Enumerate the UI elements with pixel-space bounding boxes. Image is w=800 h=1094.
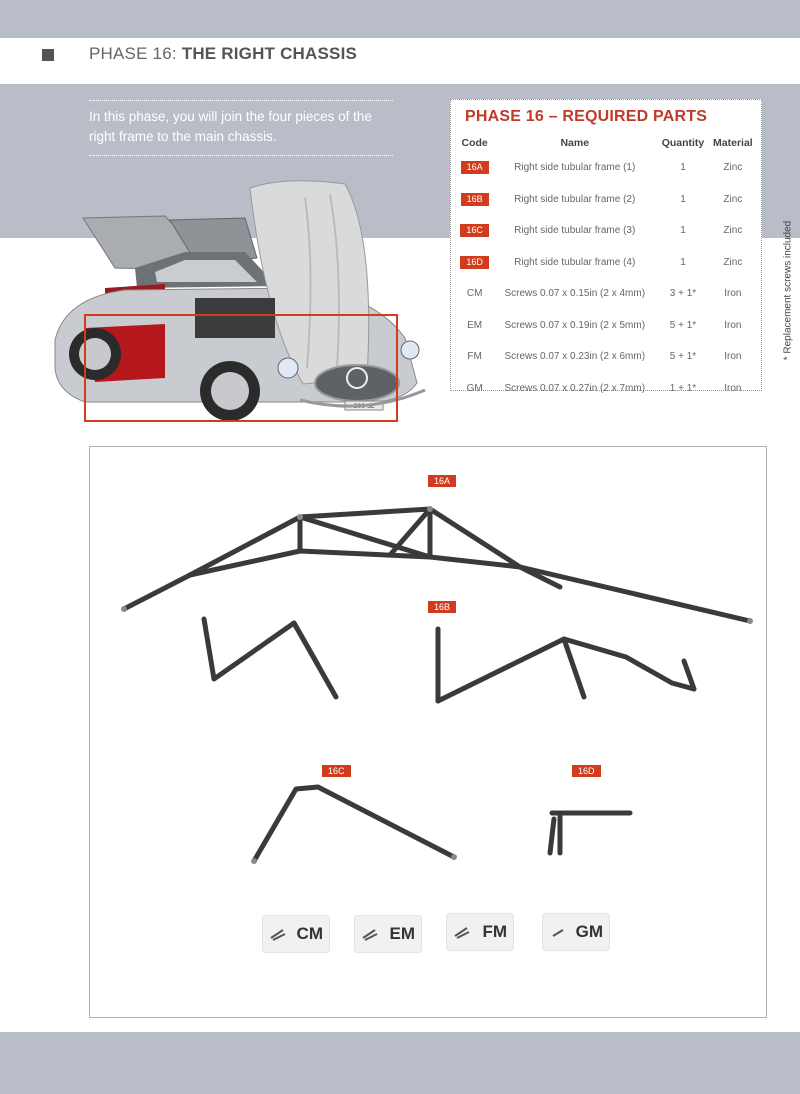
label-16a: 16A [428,475,456,487]
frame-16d-icon [550,813,630,853]
top-band [0,0,800,38]
part-code-badge: 16A [461,161,489,174]
part-material: Zinc [723,193,743,205]
part-name: Right side tubular frame (4) [514,256,636,268]
part-quantity: 5 + 1* [669,351,697,363]
part-code-badge: 16B [461,193,489,206]
screws-icon [361,926,381,942]
part-code [457,184,492,216]
screws-icon [549,924,569,940]
part-code: CM [466,288,483,300]
part-quantity: 3 + 1* [669,288,697,300]
col-name: Name [560,137,590,149]
part-code-badge: 16D [460,256,489,269]
part-quantity: 1 [680,225,686,237]
parts-row [457,278,757,310]
screw-bag-cm [262,915,330,953]
part-name: Screws 0.07 x 0.27in (2 x 7mm) [504,382,646,394]
required-parts-box [450,99,762,394]
part-material: Iron [724,351,742,363]
parts-row [457,373,757,405]
parts-row [457,152,757,184]
bottom-band [0,1032,800,1094]
parts-row [457,310,757,342]
footnote-text: * Replacement screws included [782,220,794,361]
part-code: GM [466,382,483,394]
part-quantity: 1 [680,193,686,205]
screw-bag-gm [542,913,610,951]
part-name: Screws 0.07 x 0.15in (2 x 4mm) [504,288,646,300]
parts-row [457,184,757,216]
col-code: Code [461,137,488,149]
part-material: Zinc [723,256,743,268]
license-plate: 300 SL [353,403,375,410]
bag-label-cm: CM [296,924,323,943]
frame-16a-icon [124,509,750,621]
part-material: Iron [724,382,742,394]
part-material: Iron [724,319,742,331]
frame-16b-icon [204,619,694,701]
part-name: Screws 0.07 x 0.23in (2 x 6mm) [504,351,646,363]
phase-label: PHASE 16: [89,44,177,63]
part-material: Zinc [723,162,743,174]
bag-label-fm: FM [482,922,507,941]
parts-photo-panel [89,446,767,1018]
footnote [768,205,794,385]
part-name: Screws 0.07 x 0.19in (2 x 5mm) [504,319,646,331]
intro-text: In this phase, you will join the four pieces of the right frame to the main chassis. [89,100,393,156]
part-quantity: 5 + 1* [669,319,697,331]
bag-label-em: EM [389,924,415,943]
parts-row [457,247,757,279]
screw-bag-fm [446,913,514,951]
part-name: Right side tubular frame (2) [514,193,636,205]
chassis-highlight-box [84,314,398,422]
parts-table [457,134,757,404]
part-material: Iron [724,288,742,300]
page-title [89,44,357,64]
parts-row [457,215,757,247]
part-code-badge: 16C [460,224,489,237]
part-quantity: 1 + 1* [669,382,697,394]
label-16d: 16D [572,765,601,777]
label-16b: 16B [428,601,456,613]
parts-row [457,341,757,373]
parts-title: PHASE 16 – REQUIRED PARTS [465,108,708,125]
screws-icon [453,924,473,940]
parts-header-row [457,134,757,152]
part-name: Right side tubular frame (3) [514,225,636,237]
phase-marker-icon [42,49,54,61]
label-16c: 16C [322,765,351,777]
part-quantity: 1 [680,256,686,268]
frame-16c-icon [254,787,454,861]
part-material: Zinc [723,225,743,237]
col-material: Material [713,137,753,149]
part-code [457,215,492,247]
part-code: FM [467,351,482,363]
part-code [457,152,492,184]
part-quantity: 1 [680,162,686,174]
part-name: Right side tubular frame (1) [514,162,636,174]
part-code: EM [467,319,483,331]
part-code [457,247,492,279]
phase-name: THE RIGHT CHASSIS [181,44,358,63]
bag-label-gm: GM [575,922,603,941]
screw-bag-em [354,915,422,953]
screws-icon [269,926,289,942]
col-quantity: Quantity [661,137,705,149]
